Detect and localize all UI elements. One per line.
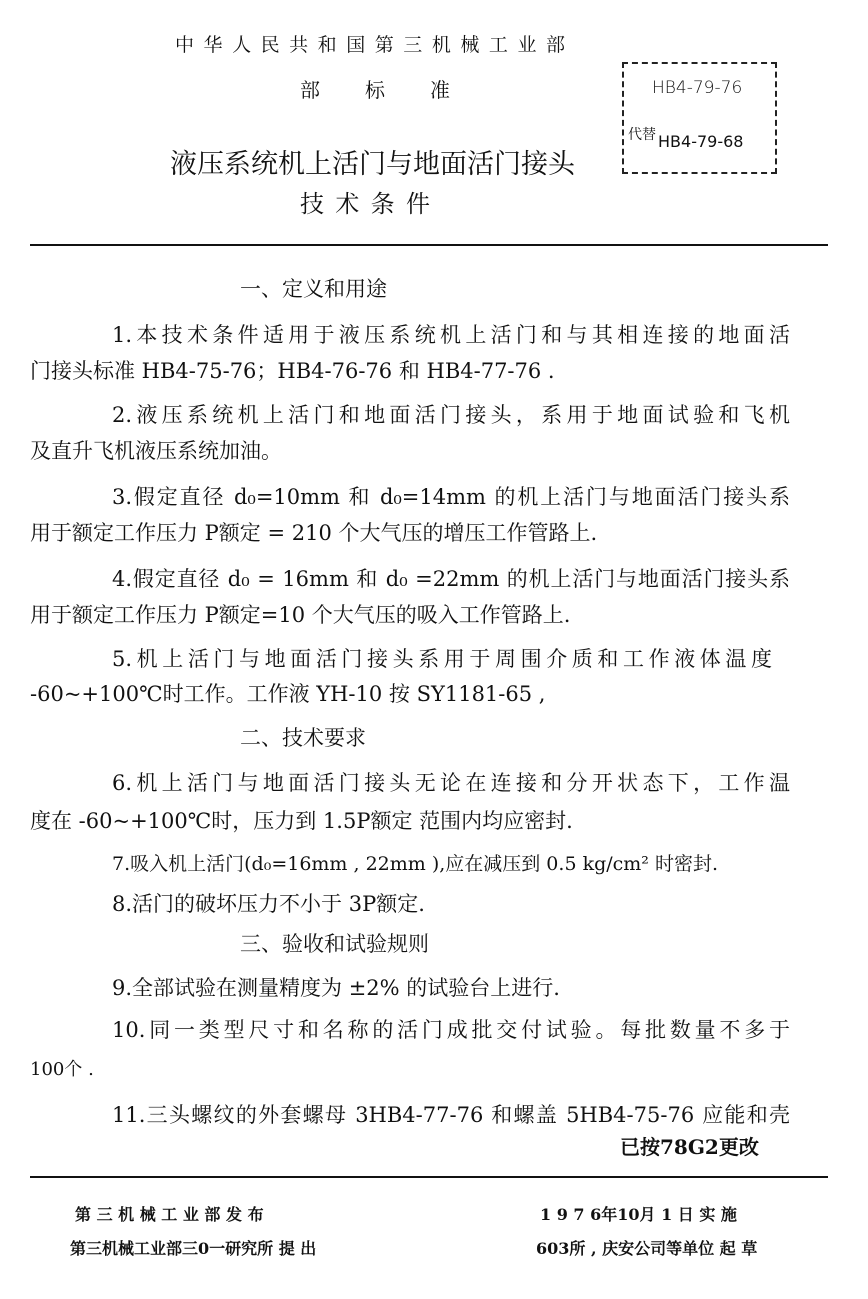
paragraph-10-line-1: 10.同一类型尺寸和名称的活门成批交付试验。每批数量不多于 bbox=[112, 1018, 790, 1042]
replaces-label: 代替 bbox=[628, 127, 656, 143]
paragraph-5-line-1: 5.机上活门与地面活门接头系用于周围介质和工作液体温度 bbox=[112, 647, 772, 671]
standard-code-box bbox=[622, 62, 777, 174]
section-heading-2: 二、技术要求 bbox=[240, 726, 366, 750]
section-heading-3: 三、验收和试验规则 bbox=[240, 932, 429, 956]
issuer: 第 三 机 械 工 业 部 发 布 bbox=[75, 1205, 264, 1224]
standard-code: HB4-79-76 bbox=[652, 78, 743, 98]
drafter: 603所 , 庆安公司等单位 起 草 bbox=[536, 1239, 758, 1258]
paragraph-3-line-2: 用于额定工作压力 P额定 = 210 个大气压的增压工作管路上. bbox=[30, 521, 598, 545]
paragraph-6-line-1: 6.机上活门与地面活门接头无论在连接和分开状态下，工作温 bbox=[112, 771, 790, 795]
paragraph-7: 7.吸入机上活门(d₀=16mm , 22mm ),应在减压到 0.5 kg/cm² 时密封. bbox=[112, 853, 718, 875]
paragraph-1-line-2: 门接头标准 HB4-75-76；HB4-76-76 和 HB4-77-76 . bbox=[30, 359, 555, 383]
footer-rule bbox=[30, 1176, 828, 1178]
standard-type: 部标准 bbox=[300, 78, 450, 102]
paragraph-9: 9.全部试验在测量精度为 ±2% 的试验台上进行. bbox=[112, 976, 560, 1000]
paragraph-10-line-2: 100个 . bbox=[30, 1059, 94, 1080]
proposer: 第三机械工业部三0一研究所 提 出 bbox=[70, 1239, 317, 1258]
document-title: 液压系统机上活门与地面活门接头 bbox=[170, 149, 575, 180]
document-subtitle: 技术条件 bbox=[300, 190, 430, 218]
paragraph-11: 11.三头螺纹的外套螺母 3HB4-77-76 和螺盖 5HB4-75-76 应能和壳 bbox=[112, 1103, 790, 1127]
paragraph-3-line-1: 3.假定直径 d₀=10mm 和 d₀=14mm 的机上活门与地面活门接头系 bbox=[112, 485, 790, 509]
paragraph-5-line-2: -60~+100℃时工作。工作液 YH-10 按 SY1181-65 , bbox=[30, 682, 546, 706]
paragraph-4-line-2: 用于额定工作压力 P额定=10 个大气压的吸入工作管路上. bbox=[30, 603, 571, 627]
paragraph-1-line-1: 1.本技术条件适用于液压系统机上活门和与其相连接的地面活 bbox=[112, 323, 790, 347]
header-rule bbox=[30, 244, 828, 246]
paragraph-2-line-1: 2.液压系统机上活门和地面活门接头，系用于地面试验和飞机 bbox=[112, 403, 790, 427]
paragraph-2-line-2: 及直升飞机液压系统加油。 bbox=[30, 439, 282, 463]
paragraph-4-line-1: 4.假定直径 d₀ = 16mm 和 d₀ =22mm 的机上活门与地面活门接头系 bbox=[112, 567, 790, 591]
ministry-heading: 中华人民共和国第三机械工业部 bbox=[175, 34, 565, 56]
revision-note: 已按78G2更改 bbox=[620, 1135, 759, 1159]
section-heading-1: 一、定义和用途 bbox=[240, 277, 387, 301]
replaced-code: HB4-79-68 bbox=[658, 132, 744, 151]
paragraph-6-line-2: 度在 -60~+100℃时，压力到 1.5P额定 范围内均应密封. bbox=[30, 809, 573, 833]
effective-date: 1 9 7 6年10月 1 日 实 施 bbox=[540, 1205, 737, 1224]
paragraph-8: 8.活门的破坏压力不小于 3P额定. bbox=[112, 892, 425, 916]
